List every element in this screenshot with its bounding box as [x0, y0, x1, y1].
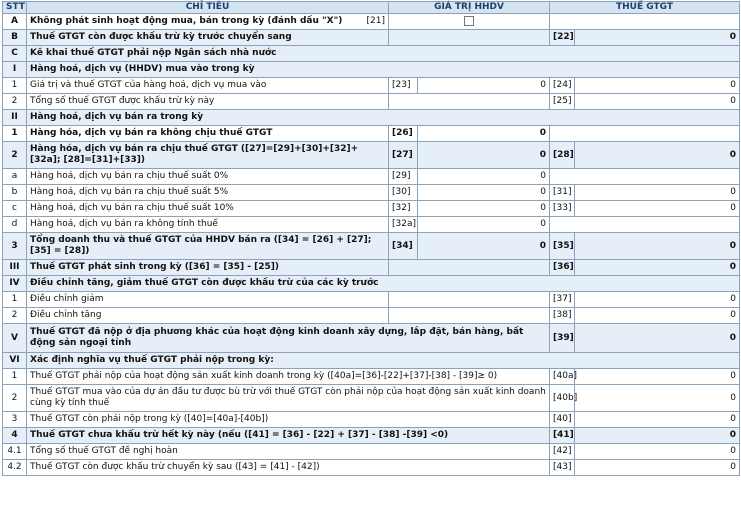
section-row: VI Xác định nghĩa vụ thuế GTGT phải nộp trong kỳ:	[3, 353, 740, 369]
field-25-value: 0	[575, 94, 740, 110]
row-label: Hàng hóa, dịch vụ bán ra không chịu thuế GTGT	[27, 126, 389, 142]
field-29-input[interactable]: 0	[418, 169, 550, 185]
section-row: I Hàng hoá, dịch vụ (HHDV) mua vào trong kỳ	[3, 62, 740, 78]
row-label: Hàng hoá, dịch vụ bán ra không tính thuế	[27, 217, 389, 233]
table-row: d Hàng hoá, dịch vụ bán ra không tính thuế [32a] 0	[3, 217, 740, 233]
row-label: Thuế GTGT phải nộp của hoạt động sản xuất kinh doanh trong kỳ ([40a]=[36]-[22]+[37]-[38] - [39]≥ 0)	[27, 369, 550, 385]
header-gia-tri-hhdv: GIÁ TRỊ HHDV	[389, 2, 550, 14]
field-37-input[interactable]: 0	[575, 292, 740, 308]
row-code: [22]	[550, 30, 575, 46]
table-row: 2 Điều chỉnh tăng [38] 0	[3, 308, 740, 324]
field-28-value: 0	[575, 142, 740, 169]
header-stt: STT	[3, 2, 27, 14]
field-32a-input[interactable]: 0	[418, 217, 550, 233]
header-chi-tieu: CHỈ TIÊU	[27, 2, 389, 14]
field-40a-value: 0	[575, 369, 740, 385]
header-thue-gtgt: THUẾ GTGT	[550, 2, 740, 14]
row-label: Thuế GTGT phát sinh trong kỳ ([36] = [35] - [25])	[27, 260, 389, 276]
vat-declaration-table	[2, 1, 740, 476]
table-row: 1 Điều chỉnh giảm [37] 0	[3, 292, 740, 308]
field-38-input[interactable]: 0	[575, 308, 740, 324]
table-row	[3, 14, 740, 30]
section-label: Hàng hoá, dịch vụ (HHDV) mua vào trong kỳ	[27, 62, 740, 78]
section-row: II Hàng hoá, dịch vụ bán ra trong kỳ	[3, 110, 740, 126]
field-32-input[interactable]: 0	[418, 201, 550, 217]
row-label: Tổng số thuế GTGT được khấu trừ kỳ này	[27, 94, 389, 110]
field-23-input[interactable]: 0	[418, 78, 550, 94]
section-label: Xác định nghĩa vụ thuế GTGT phải nộp trong kỳ:	[27, 353, 740, 369]
row-label: Giá trị và thuế GTGT của hàng hoá, dịch vụ mua vào	[27, 78, 389, 94]
field-35-value: 0	[575, 233, 740, 260]
table-row: 2 Tổng số thuế GTGT được khấu trừ kỳ này [25] 0	[3, 94, 740, 110]
row-label: Thuế GTGT chưa khấu trừ hết kỳ này (nếu ([41] = [36] - [22] + [37] - [38] -[39] <0)	[27, 428, 550, 444]
field-24-input[interactable]: 0	[575, 78, 740, 94]
row-label: Điều chỉnh tăng	[27, 308, 389, 324]
row-label: Hàng hoá, dịch vụ bán ra chịu thuế suất 5%	[27, 185, 389, 201]
table-row: 3 Thuế GTGT còn phải nộp trong kỳ ([40]=[40a]-[40b]) [40] 0	[3, 412, 740, 428]
row-label: Tổng doanh thu và thuế GTGT của HHDV bán ra ([34] = [26] + [27]; [35] = [28])	[27, 233, 389, 260]
table-row: c Hàng hoá, dịch vụ bán ra chịu thuế suất 10% [32] 0 [33] 0	[3, 201, 740, 217]
row-label: Thuế GTGT còn được khấu trừ kỳ trước chuyển sang	[27, 30, 389, 46]
row-label: Điều chỉnh giảm	[27, 292, 389, 308]
row-label: Thuế GTGT còn phải nộp trong kỳ ([40]=[40a]-[40b])	[27, 412, 550, 428]
field-31-input[interactable]: 0	[575, 185, 740, 201]
table-header-row	[3, 2, 740, 14]
row-label: Thuế GTGT mua vào của dự án đầu tư được bù trừ với thuế GTGT còn phải nộp của hoạt động sản xuất kinh doanh cùng kỳ tính thuế	[27, 385, 550, 412]
section-label: Hàng hoá, dịch vụ bán ra trong kỳ	[27, 110, 740, 126]
field-27-value: 0	[418, 142, 550, 169]
field-40b-input[interactable]: 0	[575, 385, 740, 412]
table-row: 4.2 Thuế GTGT còn được khấu trừ chuyển kỳ sau ([43] = [41] - [42]) [43] 0	[3, 460, 740, 476]
row-label: Hàng hoá, dịch vụ bán ra chịu thuế suất 0%	[27, 169, 389, 185]
table-row: 2 Thuế GTGT mua vào của dự án đầu tư được bù trừ với thuế GTGT còn phải nộp của hoạt động sản xuất kinh doanh cùng kỳ tính thuế [40b] 0	[3, 385, 740, 412]
table-row: a Hàng hoá, dịch vụ bán ra chịu thuế suất 0% [29] 0	[3, 169, 740, 185]
table-row: 1 Thuế GTGT phải nộp của hoạt động sản xuất kinh doanh trong kỳ ([40a]=[36]-[22]+[37]-[38] - [39]≥ 0) [40a] 0	[3, 369, 740, 385]
table-row: 4 Thuế GTGT chưa khấu trừ hết kỳ này (nếu ([41] = [36] - [22] + [37] - [38] -[39] <0) [41] 0	[3, 428, 740, 444]
row-label: Thuế GTGT đã nộp ở địa phương khác của hoạt động kinh doanh xây dựng, lắp đặt, bán hàng, bất động sản ngoại tỉnh	[27, 324, 550, 353]
field-43-value: 0	[575, 460, 740, 476]
table-row: 1 Hàng hóa, dịch vụ bán ra không chịu thuế GTGT [26] 0	[3, 126, 740, 142]
section-label: Điều chỉnh tăng, giảm thuế GTGT còn được khấu trừ của các kỳ trước	[27, 276, 740, 292]
table-row: 2 Hàng hóa, dịch vụ bán ra chịu thuế GTGT ([27]=[29]+[30]+[32]+[32a]; [28]=[31]+[33]) [27] 0 [28] 0	[3, 142, 740, 169]
table-row: 4.1 Tổng số thuế GTGT đề nghị hoàn [42] 0	[3, 444, 740, 460]
row-label: Thuế GTGT còn được khấu trừ chuyển kỳ sau ([43] = [41] - [42])	[27, 460, 550, 476]
table-row: III Thuế GTGT phát sinh trong kỳ ([36] = [35] - [25]) [36] 0	[3, 260, 740, 276]
section-label: Kê khai thuế GTGT phải nộp Ngân sách nhà nước	[27, 46, 740, 62]
no-activity-checkbox[interactable]	[464, 16, 474, 26]
field-26-value: 0	[418, 126, 550, 142]
table-row: 1 Giá trị và thuế GTGT của hàng hoá, dịch vụ mua vào [23] 0 [24] 0	[3, 78, 740, 94]
table-row: 3 Tổng doanh thu và thuế GTGT của HHDV bán ra ([34] = [26] + [27]; [35] = [28]) [34] 0 [35] 0	[3, 233, 740, 260]
row-label: Hàng hoá, dịch vụ bán ra chịu thuế suất 10%	[27, 201, 389, 217]
table-row: b Hàng hoá, dịch vụ bán ra chịu thuế suất 5% [30] 0 [31] 0	[3, 185, 740, 201]
field-22-input[interactable]: 0	[575, 30, 740, 46]
field-36-value: 0	[575, 260, 740, 276]
row-code: [21]	[366, 16, 385, 26]
field-30-input[interactable]: 0	[418, 185, 550, 201]
field-41-value: 0	[575, 428, 740, 444]
row-label: Hàng hóa, dịch vụ bán ra chịu thuế GTGT ([27]=[29]+[30]+[32]+[32a]; [28]=[31]+[33])	[27, 142, 389, 169]
field-42-input[interactable]: 0	[575, 444, 740, 460]
section-row: C Kê khai thuế GTGT phải nộp Ngân sách nhà nước	[3, 46, 740, 62]
field-39-input[interactable]: 0	[575, 324, 740, 353]
row-label: Không phát sinh hoạt động mua, bán trong kỳ (đánh dấu "X") [21]	[27, 14, 389, 30]
field-34-value: 0	[418, 233, 550, 260]
table-row: V Thuế GTGT đã nộp ở địa phương khác của hoạt động kinh doanh xây dựng, lắp đặt, bán hàng, bất động sản ngoại tỉnh [39] 0	[3, 324, 740, 353]
table-row: B Thuế GTGT còn được khấu trừ kỳ trước chuyển sang [22] 0	[3, 30, 740, 46]
no-activity-cell	[389, 14, 550, 30]
row-stt: A	[3, 14, 27, 30]
field-40-value: 0	[575, 412, 740, 428]
section-row: IV Điều chỉnh tăng, giảm thuế GTGT còn được khấu trừ của các kỳ trước	[3, 276, 740, 292]
field-33-input[interactable]: 0	[575, 201, 740, 217]
row-label: Tổng số thuế GTGT đề nghị hoàn	[27, 444, 550, 460]
